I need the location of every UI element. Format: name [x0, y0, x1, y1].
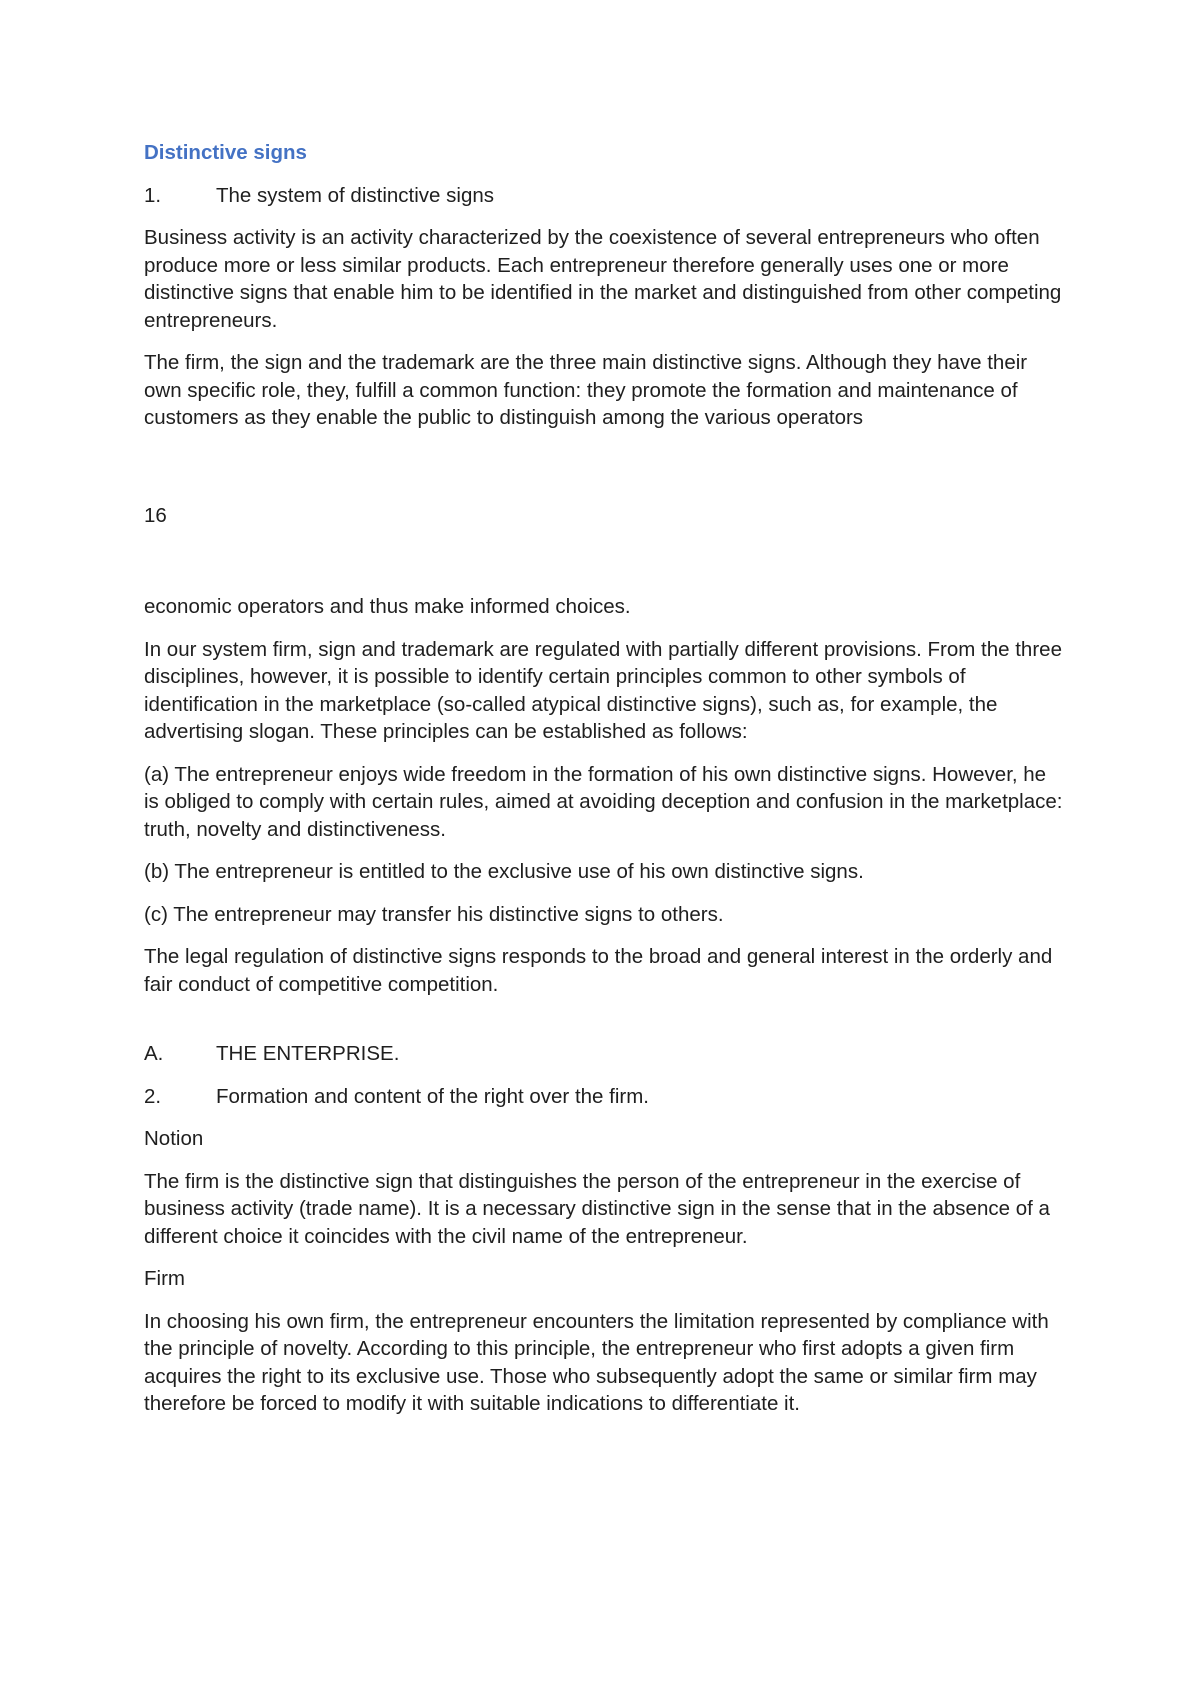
heading-number: 1. [144, 183, 162, 207]
heading-title: The system of distinctive signs [216, 183, 494, 207]
spacer [144, 529, 1064, 593]
numbered-heading-2 [144, 1083, 1064, 1111]
paragraph: Business activity is an activity characterized by the coexistence of several entrepreneurs who often produce more or less similar products. Each entrepreneur therefore generally uses one or more distinctive signs that enable him to be identified in the market and distinguished from other competing entrepreneurs. [144, 226, 1062, 332]
spacer [144, 447, 1064, 502]
numbered-heading-a [144, 1040, 1064, 1068]
numbered-heading-1 [144, 182, 1064, 210]
paragraph: economic operators and thus make informed choices. [144, 595, 631, 618]
list-item-c: (c) The entrepreneur may transfer his distinctive signs to others. [144, 902, 724, 926]
paragraph: The legal regulation of distinctive signs responds to the broad and general interest in the orderly and fair conduct of competitive competition. [144, 945, 1053, 996]
list-item-b: (b) The entrepreneur is entitled to the exclusive use of his own distinctive signs. [144, 860, 864, 883]
heading-title: THE ENTERPRISE. [216, 1042, 400, 1065]
heading-title: Formation and content of the right over the firm. [216, 1084, 649, 1108]
heading-number: A. [144, 1042, 164, 1065]
spacer [144, 1013, 1064, 1040]
paragraph: The firm is the distinctive sign that distinguishes the person of the entrepreneur in the exercise of business activity (trade name). It is a necessary distinctive sign in the sense that in the absence of a different choice it coincides with the civil name of the entrepreneur. [144, 1169, 1050, 1248]
heading-number: 2. [144, 1084, 162, 1108]
paragraph: In choosing his own firm, the entrepreneur encounters the limitation represented by compliance with the principle of novelty. According to this principle, the entrepreneur who first adopts a given firm acquires the right to its exclusive use. Those who subsequently adopt the same or similar firm may therefore be forced to modify it with suitable indications to differentiate it. [144, 1309, 1049, 1415]
document-body [144, 139, 1064, 1433]
list-item-a: (a) The entrepreneur enjoys wide freedom in the formation of his own distinctive signs. However, he is obliged to comply with certain rules, aimed at avoiding deception and confusion in the marketplace: truth, novelty and distinctiveness. [144, 762, 1063, 841]
subheading-notion: Notion [144, 1127, 204, 1150]
paragraph: The firm, the sign and the trademark are the three main distinctive signs. Although they have their own specific role, they, fulfill a common function: they promote the formation and maintenance of customers as they enable the public to distinguish among the various operators [144, 351, 1028, 429]
section-heading: Distinctive signs [144, 141, 307, 164]
subheading-firm: Firm [144, 1267, 185, 1290]
page-number: 16 [144, 503, 167, 527]
paragraph: In our system firm, sign and trademark are regulated with partially different provisions. From the three disciplines, however, it is possible to identify certain principles common to other symbols of identification in the marketplace (so-called atypical distinctive signs), such as, for example, the advertising slogan. These principles can be established as follows: [144, 637, 1062, 743]
